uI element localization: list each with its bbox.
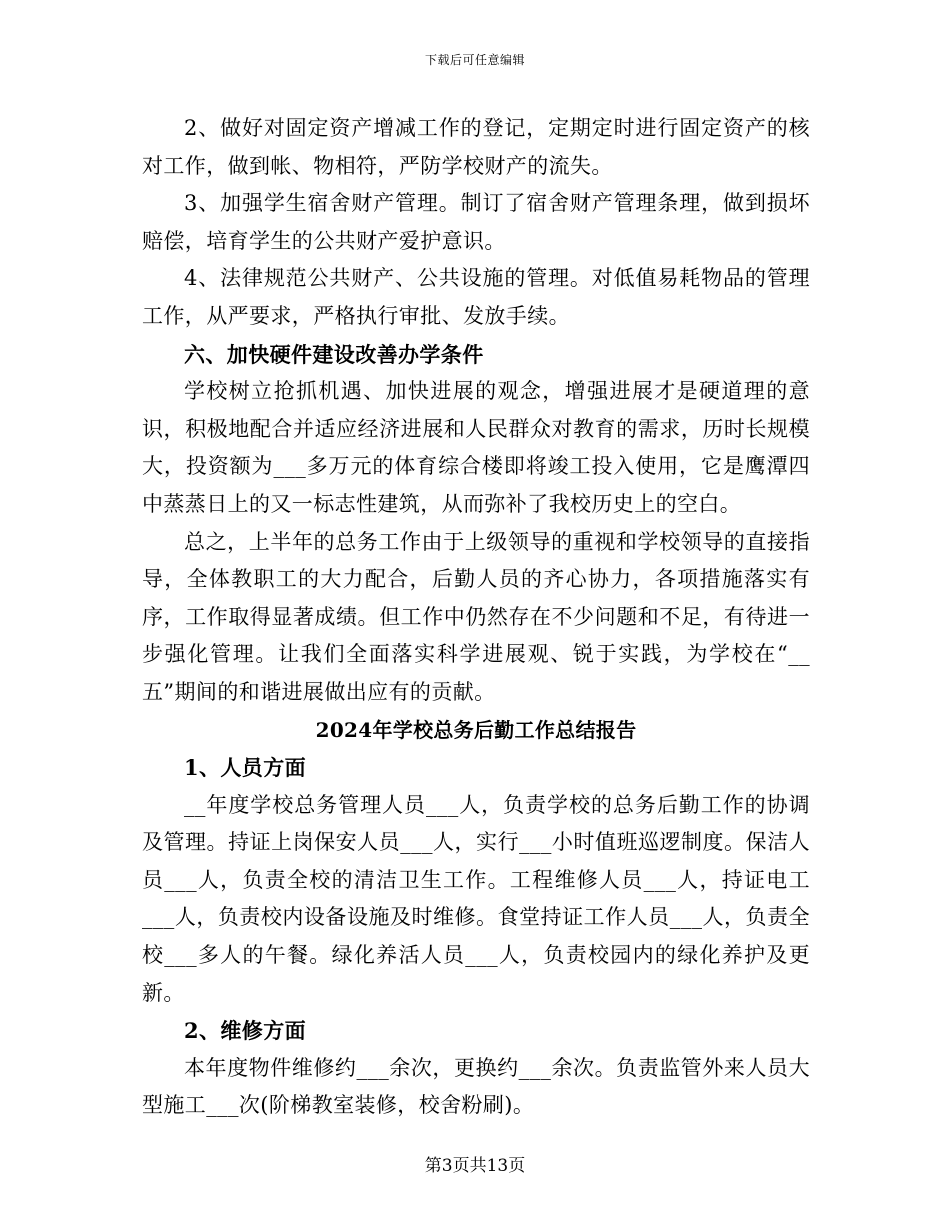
paragraph-asset-registration: 2、做好对固定资产增减工作的登记，定期定时进行固定资产的核对工作，做到帐、物相符，严防学校财产的流失。 bbox=[142, 116, 810, 178]
page-number: 第3页共13页 bbox=[424, 1156, 526, 1176]
paragraph-personnel: __年度学校总务管理人员___人，负责学校的总务后勤工作的协调及管理。持证上岗保安人员___人，实行___小时值班巡逻制度。保洁人员___人，负责全校的清洁卫生工作。工程维修人员___人，持证电工___人，负责校内设备设施及时维修。食堂持证工作人员___人，负责全校___多人的午餐。绿化养活人员___人，负责校园内的绿化养护及更新。 bbox=[142, 792, 810, 1005]
section-heading-maintenance: 2、维修方面 bbox=[184, 1018, 307, 1044]
paragraph-conclusion: 总之，上半年的总务工作由于上级领导的重视和学校领导的直接指导，全体教职工的大力配合，后勤人员的齐心协力，各项措施落实有序，工作取得显著成绩。但工作中仍然存在不少问题和不足，有待进一步强化管理。让我们全面落实科学进展观、锐于实践，为学校在“__五”期间的和谐进展做出应有的贡献。 bbox=[142, 529, 810, 704]
paragraph-dormitory-property: 3、加强学生宿舍财产管理。制订了宿舍财产管理条理，做到损坏赔偿，培育学生的公共财产爱护意识。 bbox=[142, 191, 810, 253]
section-heading-hardware: 六、加快硬件建设改善办学条件 bbox=[184, 341, 484, 367]
paragraph-hardware-construction: 学校树立抢抓机遇、加快进展的观念，增强进展才是硬道理的意识，积极地配合并适应经济进展和人民群众对教育的需求，历时长规模大，投资额为___多万元的体育综合楼即将竣工投入使用，它是鹰潭四中蒸蒸日上的又一标志性建筑，从而弥补了我校历史上的空白。 bbox=[142, 379, 810, 516]
document-body bbox=[142, 110, 810, 1125]
report-title: 2024年学校总务后勤工作总结报告 bbox=[315, 717, 637, 742]
paragraph-maintenance: 本年度物件维修约___余次，更换约___余次。负责监管外来人员大型施工___次(阶梯教室装修，校舍粉刷)。 bbox=[142, 1055, 810, 1118]
page-header: 下载后可任意编辑 bbox=[424, 53, 525, 67]
paragraph-public-facilities: 4、法律规范公共财产、公共设施的管理。对低值易耗物品的管理工作，从严要求，严格执行审批、发放手续。 bbox=[142, 266, 810, 328]
section-heading-personnel: 1、人员方面 bbox=[184, 755, 307, 781]
